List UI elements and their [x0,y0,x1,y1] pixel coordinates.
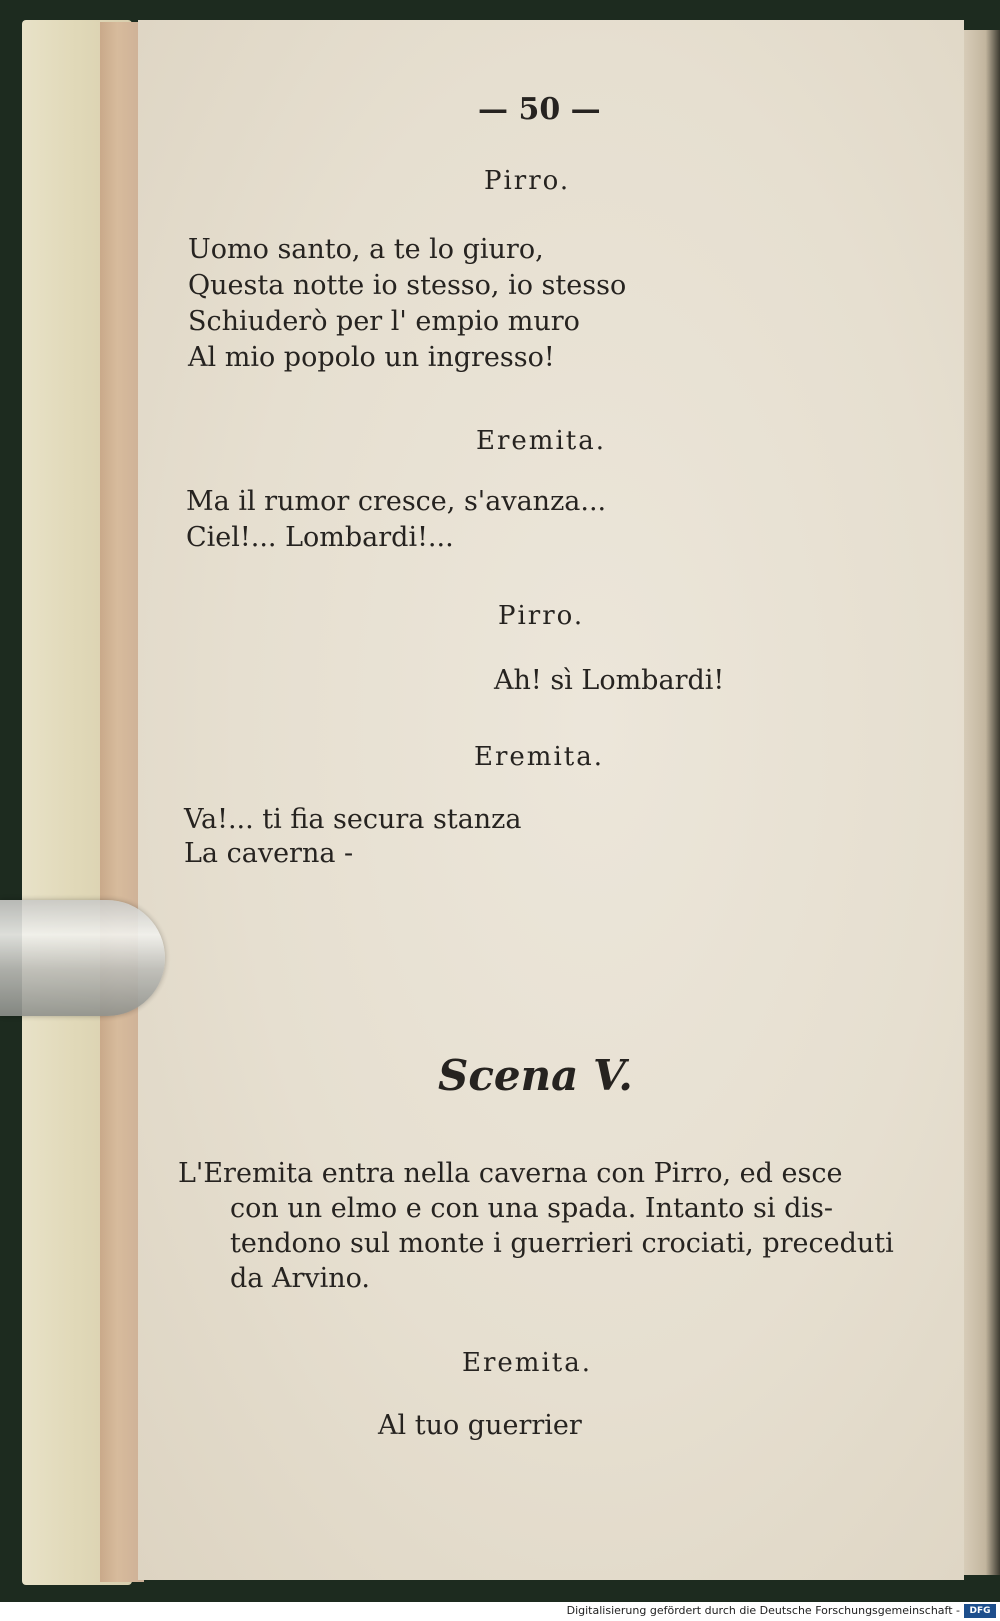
stage-direction-line: con un elmo e con una spada. Intanto si dis- [230,1193,833,1224]
speaker-eremita: Eremita. [462,1348,592,1378]
page-number: — 50 — [478,92,601,127]
verse-line: Schiuderò per l' empio muro [188,306,580,337]
verse-line: La caverna - [184,838,354,869]
stage-direction-line: da Arvino. [230,1263,371,1294]
verse-line: Ciel!... Lombardi!... [186,522,454,553]
speaker-pirro: Pirro. [484,166,571,196]
facing-page-gutter [964,30,1000,1575]
stage-direction-line: L'Eremita entra nella caverna con Pirro, ed esce [178,1158,843,1189]
scene-heading: Scena V. [438,1051,633,1100]
verse-line: Al tuo guerrier [378,1410,582,1441]
stage-direction-line: tendono sul monte i guerrieri crociati, preceduti [230,1228,894,1259]
verse-line: Va!... ti fia secura stanza [184,804,522,835]
footer-credit: Digitalisierung gefördert durch die Deutsche Forschungsgemeinschaft - [566,1604,960,1617]
speaker-eremita: Eremita. [476,426,606,456]
verse-line: Questa notte io stesso, io stesso [188,270,627,301]
verse-line: Ma il rumor cresce, s'avanza... [186,486,607,517]
page-clip [0,900,165,1016]
verse-line: Ah! sì Lombardi! [494,665,725,696]
dfg-logo: DFG [964,1604,996,1618]
verse-line: Uomo santo, a te lo giuro, [188,234,544,265]
verse-line: Al mio popolo un ingresso! [188,342,555,373]
speaker-pirro: Pirro. [498,601,585,631]
speaker-eremita: Eremita. [474,742,604,772]
